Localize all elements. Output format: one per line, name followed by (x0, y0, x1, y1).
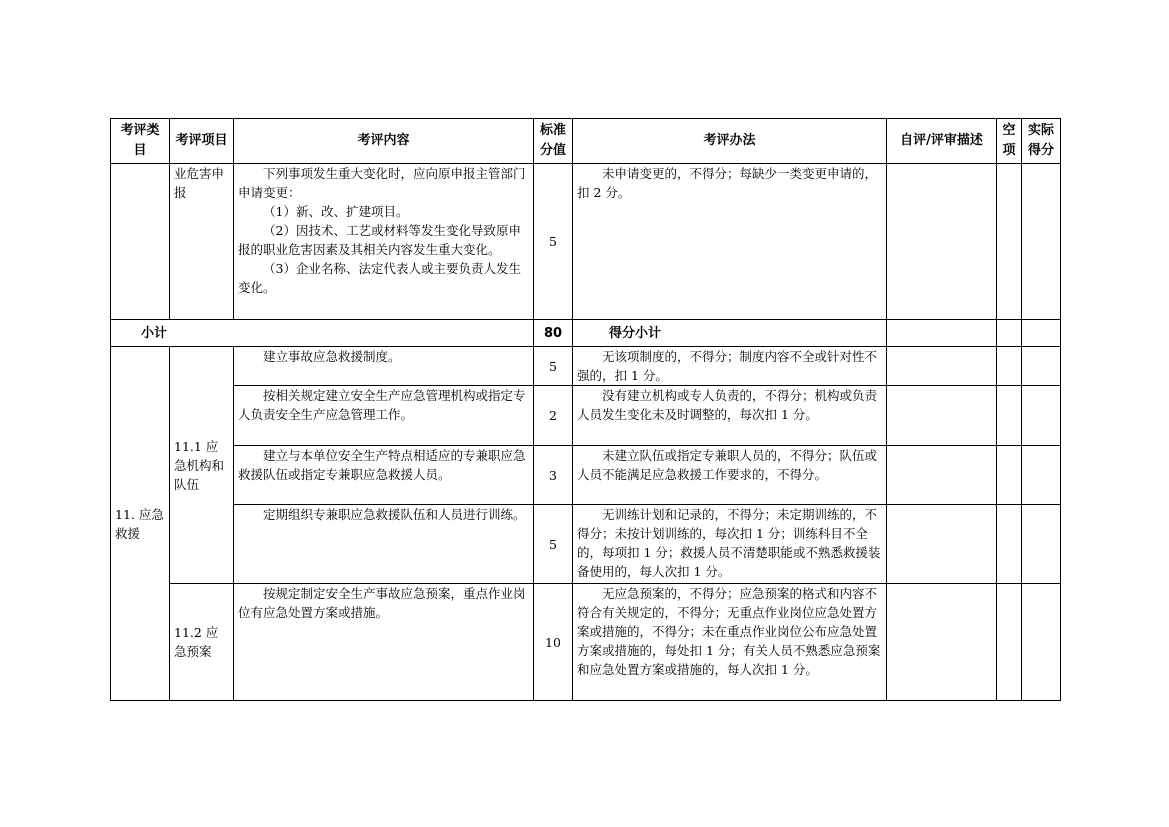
item-cell-declare (170, 164, 234, 320)
content-cell-r5: 按规定制定安全生产事故应急预案，重点作业岗位有应急处置方案或措施。 (234, 584, 534, 701)
method-cell-r1: 无该项制度的，不得分；制度内容不全或针对性不强的，扣 1 分。 (573, 347, 887, 386)
item-cell-11-1: 11.1 应急机构和队伍 (170, 347, 234, 584)
self-review-cell (887, 386, 997, 446)
score-cell-r1: 5 (534, 347, 573, 386)
subtotal-label: 小计 (111, 320, 534, 347)
header-category: 考评类目 (111, 119, 170, 164)
method-cell-r5: 无应急预案的，不得分；应急预案的格式和内容不符合有关规定的，不得分；无重点作业岗位应急处置方案或措施的，不得分；未在重点作业岗位公布应急处置方案或措施的，每处扣 1 分；有关人员不熟悉应急预案和应急处置方案或措施的，每人次扣 1 分。 (573, 584, 887, 701)
content-line-3: （3）企业名称、法定代表人或主要负责人发生变化。 (238, 261, 521, 295)
score-cell-r4: 5 (534, 505, 573, 584)
content-cell-r4: 定期组织专兼职应急救援队伍和人员进行训练。 (234, 505, 534, 584)
table-row-subtotal (111, 320, 1061, 347)
empty-item-cell (997, 347, 1022, 386)
content-line-2: （2）因技术、工艺或材料等发生变化导致原申报的职业危害因素及其相关内容发生重大变化。 (238, 223, 521, 257)
empty-item-cell (997, 446, 1022, 505)
actual-score-cell (1022, 320, 1061, 347)
score-cell-r3: 3 (534, 446, 573, 505)
actual-score-cell (1022, 446, 1061, 505)
empty-item-cell (997, 320, 1022, 347)
method-cell-r3: 未建立队伍或指定专兼职人员的，不得分；队伍或人员不能满足应急救援工作要求的，不得分。 (573, 446, 887, 505)
category-cell-11: 11. 应急救援 (111, 347, 170, 701)
table-row-r1 (111, 347, 1061, 386)
header-row (111, 119, 1061, 164)
table-row-r4 (111, 505, 1061, 584)
category-cell-empty (111, 164, 170, 320)
subtotal-score-label: 得分小计 (573, 320, 887, 347)
content-line-0: 下列事项发生重大变化时，应向原申报主管部门申请变更： (238, 166, 526, 200)
content-cell-declare (234, 164, 534, 320)
header-self-review: 自评/评审描述 (887, 119, 997, 164)
header-item: 考评项目 (170, 119, 234, 164)
actual-score-cell (1022, 386, 1061, 446)
method-cell-r4: 无训练计划和记录的，不得分；未定期训练的，不得分；未按计划训练的，每次扣 1 分；训练科目不全的，每项扣 1 分；救援人员不清楚职能或不熟悉救援装备使用的，每人次扣 1 分。 (573, 505, 887, 584)
actual-score-cell (1022, 505, 1061, 584)
actual-score-cell (1022, 347, 1061, 386)
content-cell-r3: 建立与本单位安全生产特点相适应的专兼职应急救援队伍或指定专兼职应急救援人员。 (234, 446, 534, 505)
self-review-cell (887, 584, 997, 701)
header-standard-score: 标准分值 (534, 119, 573, 164)
empty-item-cell (997, 505, 1022, 584)
table-row-r3 (111, 446, 1061, 505)
method-cell-declare: 未申请变更的，不得分；每缺少一类变更申请的，扣 2 分。 (573, 164, 887, 320)
header-content: 考评内容 (234, 119, 534, 164)
table-row-r5 (111, 584, 1061, 701)
header-actual-score: 实际得分 (1022, 119, 1061, 164)
score-cell-declare: 5 (534, 164, 573, 320)
empty-item-cell (997, 164, 1022, 320)
actual-score-cell (1022, 584, 1061, 701)
self-review-cell (887, 347, 997, 386)
empty-item-cell (997, 584, 1022, 701)
item-cell-11-2: 11.2 应急预案 (170, 584, 234, 701)
content-cell-r1: 建立事故应急救援制度。 (234, 347, 534, 386)
self-review-cell (887, 446, 997, 505)
method-cell-r2: 没有建立机构或专人负责的，不得分；机构或负责人员发生变化未及时调整的，每次扣 1 分。 (573, 386, 887, 446)
header-empty-item: 空项 (997, 119, 1022, 164)
score-cell-r5: 10 (534, 584, 573, 701)
self-review-cell (887, 505, 997, 584)
evaluation-table (110, 118, 1061, 701)
table-row-r2 (111, 386, 1061, 446)
self-review-cell (887, 320, 997, 347)
actual-score-cell (1022, 164, 1061, 320)
score-cell-r2: 2 (534, 386, 573, 446)
content-line-1: （1）新、改、扩建项目。 (263, 204, 409, 219)
table-row-declare (111, 164, 1061, 320)
subtotal-score: 80 (534, 320, 573, 347)
empty-item-cell (997, 386, 1022, 446)
content-cell-r2: 按相关规定建立安全生产应急管理机构或指定专人负责安全生产应急管理工作。 (234, 386, 534, 446)
item-label: 业危害申报 (174, 166, 225, 200)
header-method: 考评办法 (573, 119, 887, 164)
self-review-cell (887, 164, 997, 320)
